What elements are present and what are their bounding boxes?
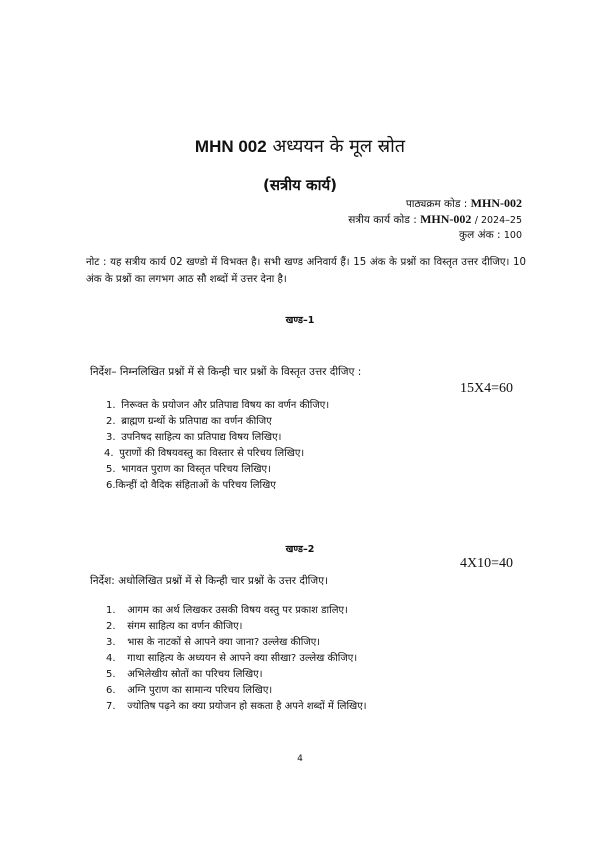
section-1-marks: 15X4=60 — [460, 381, 514, 396]
page-number: 4 — [297, 754, 303, 764]
assignment-code-line — [348, 212, 522, 227]
list-item — [106, 397, 329, 411]
question-number: 6. — [106, 480, 116, 491]
list-item — [106, 461, 271, 475]
list-item — [106, 429, 281, 443]
list-item — [106, 682, 272, 696]
list-item — [106, 650, 357, 664]
assignment-type-heading: (सत्रीय कार्य) — [262, 176, 338, 194]
assignment-code-year: / 2024–25 — [474, 215, 522, 226]
course-code-label: पाठ्यक्रम कोड : — [405, 198, 468, 210]
list-item — [106, 477, 276, 491]
question-text: पुराणों की विषयवस्तु का विस्तार से परिचय लिखिए। — [119, 448, 305, 459]
list-item — [106, 666, 263, 680]
course-code: MHN 002 — [194, 137, 267, 156]
list-item — [106, 698, 367, 712]
section-1-heading: खण्ड–1 — [285, 315, 315, 326]
list-item — [106, 634, 320, 648]
question-text: भास के नाटकों से आपने क्या जाना? उल्लेख कीजिए। — [127, 637, 321, 648]
total-marks-label: कुल अंक : — [459, 229, 501, 241]
question-number: 5. — [106, 464, 116, 475]
question-number: 2. — [106, 416, 116, 427]
course-title: अध्ययन के मूल स्रोत — [272, 136, 406, 157]
question-text: ब्राह्मण ग्रन्थों के प्रतिपाद्य का वर्णन कीजिए — [121, 416, 272, 427]
assignment-code-label: सत्रीय कार्य कोड : — [348, 214, 417, 226]
question-number: 1. — [106, 400, 116, 411]
question-number: 6. — [106, 685, 116, 696]
section-2-instruction: निर्देश: अधोलिखित प्रश्नों में से किन्ही चार प्रश्नों के उत्तर दीजिए। — [90, 575, 328, 587]
question-number: 2. — [106, 621, 116, 632]
question-text: गाथा साहित्य के अध्ययन से आपने क्या सीखा? उल्लेख कीजिए। — [127, 653, 358, 664]
course-code-line — [406, 196, 522, 211]
question-text: अग्नि पुराण का सामान्य परिचय लिखिए। — [127, 685, 273, 696]
instruction-note: नोट : यह सत्रीय कार्य 02 खण्डो में विभक्त है। सभी खण्ड अनिवार्य हैं। 15 अंक के प्रश्नों का विस्तृत उत्तर दीजिए। 10 अंक के प्रश्नों का लगभग आठ सौ शब्दों में उत्तर देना है। — [86, 257, 526, 285]
section-2-marks: 4X10=40 — [460, 556, 514, 571]
question-number: 4. — [104, 448, 114, 459]
question-text: निरूक्त के प्रयोजन और प्रतिपाद्य विषय का वर्णन कीजिए। — [121, 400, 330, 411]
question-number: 4. — [106, 653, 116, 664]
question-number: 5. — [106, 669, 116, 680]
section-2-heading: खण्ड–2 — [285, 544, 315, 555]
total-marks-line — [459, 228, 522, 242]
question-number: 3. — [106, 637, 116, 648]
question-text: आगम का अर्थ लिखकर उसकी विषय वस्तु पर प्रकाश डालिए। — [127, 605, 348, 616]
question-text: ज्योतिष पढ़ने का क्या प्रयोजन हो सकता है अपने शब्दों में लिखिए। — [127, 701, 367, 712]
question-text: किन्हीं दो वैदिक संहिताओं के परिचय लिखिए — [115, 480, 276, 491]
question-text: अभिलेखीय स्रोतों का परिचय लिखिए। — [127, 669, 263, 680]
list-item — [106, 413, 272, 427]
question-text: संगम साहित्य का वर्णन कीजिए। — [127, 621, 243, 632]
assignment-code-value: MHN-002 — [420, 212, 472, 226]
list-item — [106, 602, 348, 616]
list-item — [106, 618, 242, 632]
question-text: उपनिषद साहित्य का प्रतिपाद्य विषय लिखिए। — [121, 432, 282, 443]
list-item — [104, 445, 304, 459]
total-marks-value: 100 — [503, 230, 522, 241]
question-number: 1. — [106, 605, 116, 616]
question-text: भागवत पुराण का विस्तृत परिचय लिखिए। — [121, 464, 271, 475]
section-1-instruction: निर्देश– निम्नलिखित प्रश्नों में से किन्ही चार प्रश्नों के विस्तृत उत्तर दीजिए : — [90, 366, 362, 378]
question-number: 3. — [106, 432, 116, 443]
page-title — [0, 134, 600, 158]
course-code-value: MHN-002 — [470, 196, 522, 210]
question-number: 7. — [106, 701, 116, 712]
